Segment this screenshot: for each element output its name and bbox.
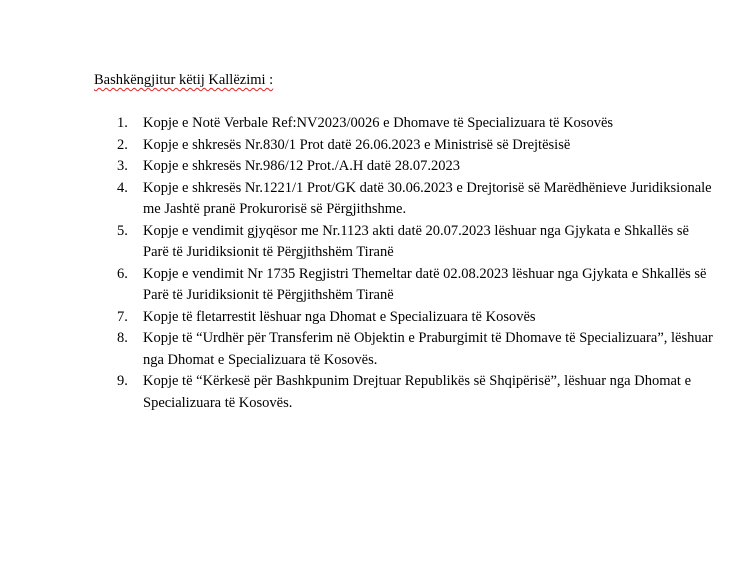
list-item-number: 3. bbox=[117, 158, 128, 174]
list-item-number: 2. bbox=[117, 136, 128, 153]
list-item-text: Kopje e Notë Verbale Ref:NV2023/0026 e Dhomave të Specializuara të Kosovës bbox=[143, 115, 614, 131]
list-item bbox=[94, 156, 714, 178]
attachments-list bbox=[94, 113, 714, 414]
list-item-text: Kopje e vendimit Nr 1735 Regjistri Themeltar datë 02.08.2023 lëshuar nga Gjykata e Shkallës së Parë të Juridiksionit të Përgjithshëm Tiranë bbox=[143, 265, 707, 303]
list-item bbox=[94, 307, 714, 329]
list-item bbox=[94, 178, 714, 221]
attachments-heading: Bashkëngjitur këtij Kallëzimi : bbox=[94, 72, 274, 88]
list-item bbox=[94, 328, 714, 371]
list-item-text: Kopje të fletarrestit lëshuar nga Dhomat e Specializuara të Kosovës bbox=[143, 308, 536, 325]
list-item-text: Kopje e shkresës Nr.1221/1 Prot/GK datë 30.06.2023 e Drejtorisë së Marëdhënieve Juridiksionale me Jashtë pranë Prokurorisë së Përgjithshme. bbox=[143, 179, 712, 217]
list-item-number: 8. bbox=[117, 330, 128, 346]
list-item-text: Kopje e vendimit gjyqësor me Nr.1123 akti datë 20.07.2023 lëshuar nga Gjykata e Shkallës së Parë të Juridiksionit të Përgjithshëm Tiranë bbox=[143, 222, 689, 260]
list-item-number: 1. bbox=[117, 115, 128, 131]
list-item bbox=[94, 135, 714, 157]
list-item-number: 5. bbox=[117, 222, 128, 239]
list-item-number: 6. bbox=[117, 265, 128, 282]
list-item-text: Kopje të “Urdhër për Transferim në Objektin e Praburgimit të Dhomave të Specializuara”, lëshuar nga Dhomat e Specializuara të Kosovës. bbox=[143, 330, 713, 368]
list-item bbox=[94, 221, 714, 264]
list-item bbox=[94, 113, 714, 135]
list-item-text: Kopje e shkresës Nr.986/12 Prot./A.H datë 28.07.2023 bbox=[143, 158, 460, 174]
list-item-text: Kopje të “Kërkesë për Bashkpunim Drejtuar Republikës së Shqipërisë”, lëshuar nga Dhomat e Specializuara të Kosovës. bbox=[143, 373, 692, 411]
list-item-number: 4. bbox=[117, 179, 128, 196]
list-item-text: Kopje e shkresës Nr.830/1 Prot datë 26.06.2023 e Ministrisë së Drejtësisë bbox=[143, 136, 571, 153]
list-item bbox=[94, 371, 714, 414]
list-item bbox=[94, 264, 714, 307]
list-item-number: 9. bbox=[117, 373, 128, 389]
list-item-number: 7. bbox=[117, 308, 128, 325]
